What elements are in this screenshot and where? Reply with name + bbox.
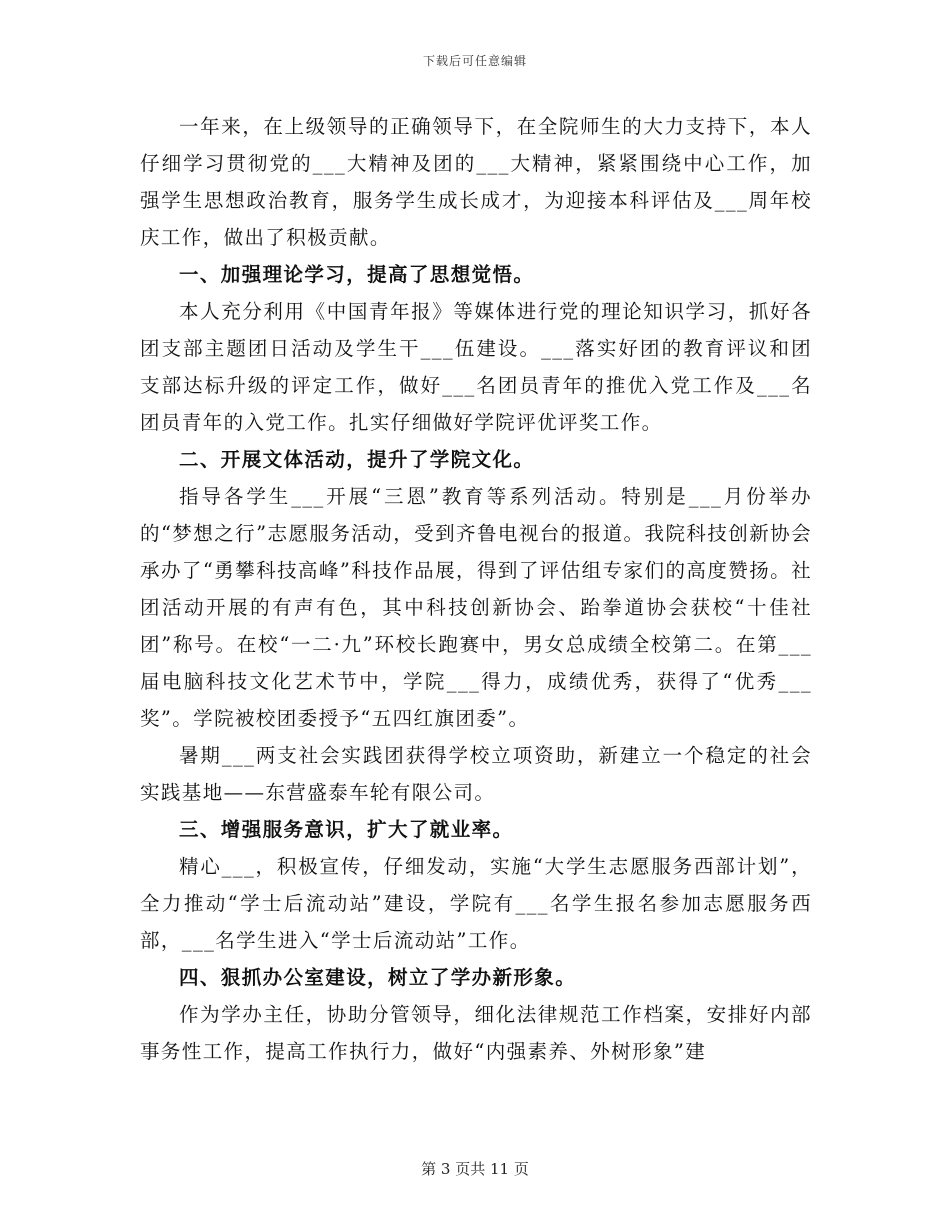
paragraph-summer-practice: 暑期___两支社会实践团获得学校立项资助，新建立一个稳定的社会实践基地——东营盛泰车轮有限公司。 [140,744,812,804]
page-header: 下载后可任意编辑 [422,54,527,68]
page-footer: 第 3 页共 11 页 [421,1160,529,1178]
section-heading-3: 三、增强服务意识，扩大了就业率。 [179,818,514,841]
paragraph-intro: 一年来，在上级领导的正确领导下，在全院师生的大力支持下，本人仔细学习贯彻党的___大精神及团的___大精神，紧紧围绕中心工作，加强学生思想政治教育，服务学生成长成才，为迎接本科评估及___周年校庆工作，做出了积极贡献。 [140,115,812,249]
paragraph-section-3: 精心___，积极宣传，仔细发动，实施“大学生志愿服务西部计划”，全力推动“学士后流动站”建设，学院有___名学生报名参加志愿服务西部，___名学生进入“学士后流动站”工作。 [140,855,812,952]
paragraph-section-2: 指导各学生___开展“三恩”教育等系列活动。特别是___月份举办的“梦想之行”志愿服务活动，受到齐鲁电视台的报道。我院科技创新协会承办了“勇攀科技高峰”科技作品展，得到了评估组专家们的高度赞扬。社团活动开展的有声有色，其中科技创新协会、跆拳道协会获校“十佳社团”称号。在校“一二·九”环校长跑赛中，男女总成绩全校第二。在第___届电脑科技文化艺术节中，学院___得力，成绩优秀，获得了“优秀___奖”。学院被校团委授予“五四红旗团委”。 [140,485,812,730]
section-heading-1: 一、加强理论学习，提高了思想觉悟。 [179,263,535,286]
section-heading-2: 二、开展文体活动，提升了学院文化。 [179,448,535,471]
section-heading-4: 四、狠抓办公室建设，树立了学办新形象。 [179,966,577,989]
paragraph-section-4: 作为学办主任，协助分管领导，细化法律规范工作档案，安排好内部事务性工作，提高工作执行力，做好“内强素养、外树形象”建 [140,1003,812,1063]
paragraph-section-1: 本人充分利用《中国青年报》等媒体进行党的理论知识学习，抓好各团支部主题团日活动及学生干___伍建设。___落实好团的教育评议和团支部达标升级的评定工作，做好___名团员青年的推优入党工作及___名团员青年的入党工作。扎实仔细做好学院评优评奖工作。 [140,300,812,434]
document-body [140,108,812,1070]
